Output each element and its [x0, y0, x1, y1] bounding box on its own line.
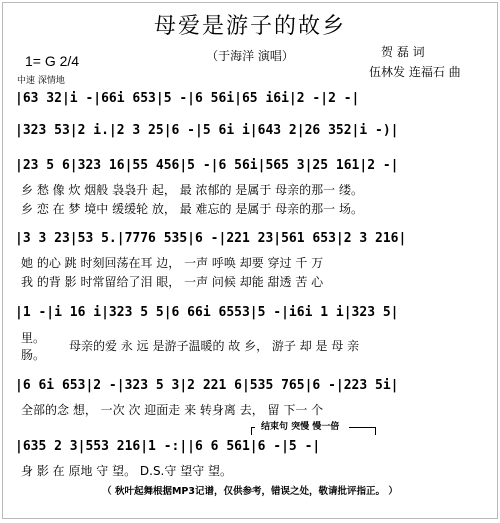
key-signature: 1= G 2/4: [25, 53, 80, 69]
side-lyric-2: 肠。: [21, 348, 46, 362]
ending-instruction: 结束句 突慢 慢一倍: [261, 422, 340, 432]
side-lyric-1: 里。: [21, 331, 46, 345]
lyric-line-2: 乡 恋 在 梦 境中 缓缓轮 放， 最 难忘的 是属于 母亲的那一 场。: [21, 202, 363, 216]
transcriber-note: （ 秋叶起舞根据MP3记谱，仅供参考，错误之处，敬请批评指正。 ）: [102, 486, 398, 497]
tempo-marking: 中速 深情地: [17, 76, 65, 86]
notation-line-7: |635 2 3|553 216|1 -:||6 6 561|6 -|5 -|: [15, 439, 321, 454]
ending-tick-right: [375, 427, 376, 435]
composer-credit: 伍林发 连福石 曲: [369, 65, 461, 79]
notation-line-4: |3 3 23|53 5.|7776 535|6 -|221 23|561 653|2 3 216|: [15, 231, 407, 246]
notation-line-6: |6 6i 653|2 -|323 5 3|2 221 6|535 765|6 -|223 5i|: [15, 378, 399, 393]
song-title: 母爱是游子的故乡: [153, 14, 346, 39]
sheet-music-page: [2, 2, 498, 519]
ending-bracket-right: [349, 427, 375, 428]
lyric-line-4: 我 的背 影 时常留给了泪 眼， 一声 问候 却能 甜透 苦 心: [21, 275, 324, 289]
lyric-line-5: 母亲的爱 永 远 是游子温暖的 故 乡， 游子 却 是 母 亲: [69, 339, 360, 353]
singer-credit: （于海洋 演唱）: [206, 49, 294, 63]
lyric-line-7: 身 影 在 原地 守 望。 D.S.守 望守 望。: [21, 464, 233, 478]
notation-line-3: |23 5 6|323 16|55 456|5 -|6 56i|565 3|25 161|2 -|: [15, 158, 399, 173]
lyricist-credit: 贺 磊 词: [381, 45, 425, 59]
ending-tick-left: [251, 427, 252, 435]
notation-line-5: |1 -|i 16 i|323 5 5|6 66i 6553|5 -|i6i 1 i|323 5|: [15, 305, 399, 320]
notation-line-2: |323 53|2 i.|2 3 25|6 -|5 6i i|643 2|26 352|i -)|: [15, 123, 399, 138]
notation-line-1: |63 32|i -|66i 653|5 -|6 56i|65 i6i|2 -|2 -|: [15, 91, 360, 106]
lyric-line-3: 她 的心 跳 时刻回荡在耳 边， 一声 呼唤 却要 穿过 千 万: [21, 256, 324, 270]
lyric-line-1: 乡 愁 像 炊 烟般 袅袅升 起， 最 浓郁的 是属于 母亲的那一 缕。: [21, 183, 363, 197]
lyric-line-6: 全部的念 想， 一次 次 迎面走 来 转身离 去， 留 下一 个: [21, 403, 324, 417]
